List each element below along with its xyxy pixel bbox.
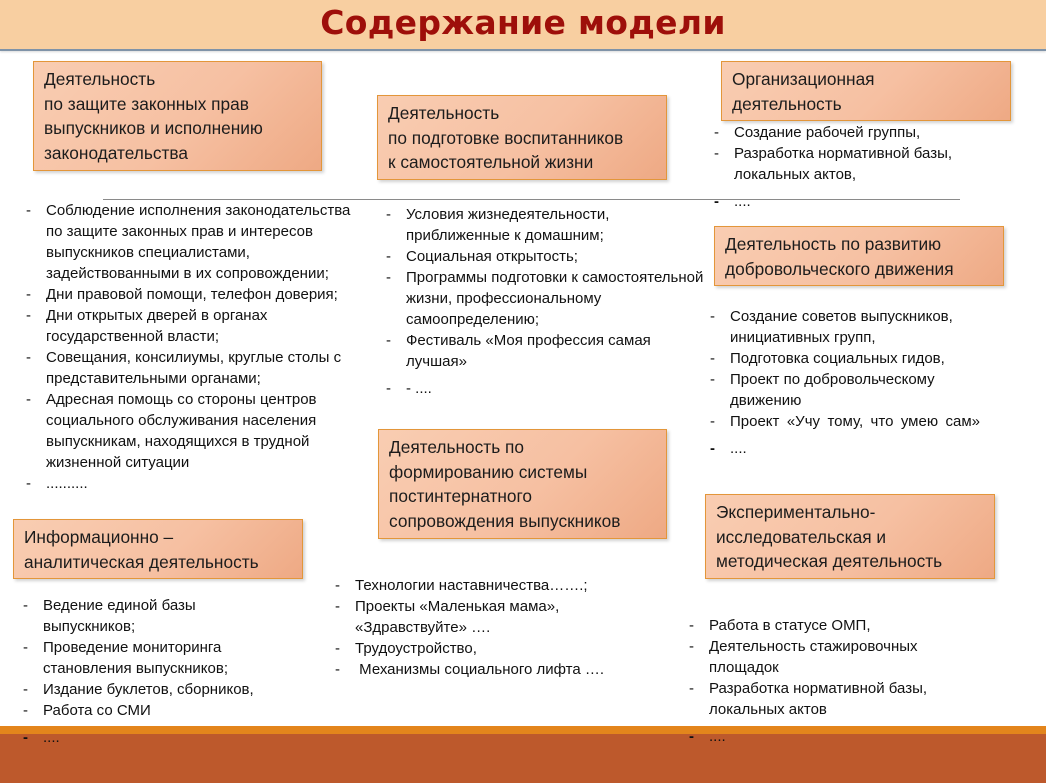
list-item: - Подготовка социальных гидов, (710, 348, 980, 369)
section-preparation-list (386, 204, 721, 399)
section-organizational-list (714, 122, 1004, 212)
section-experimental-list (689, 615, 989, 747)
list-item: - - .... (386, 378, 721, 399)
list-item: - Дни правовой помощи, телефон доверия; (26, 284, 366, 305)
list-item: - Дни открытых дверей в органах государственной власти; (26, 305, 366, 347)
list-item: - Создание советов выпускников, инициативных групп, (710, 306, 975, 348)
list-item: - .... (714, 191, 1004, 212)
heading-line: исследовательская и (716, 526, 887, 547)
heading-line: к самостоятельной жизни (388, 152, 594, 173)
section-volunteer-list (710, 306, 980, 459)
list-item: - Издание буклетов, сборников, (23, 679, 303, 700)
list-item: - Разработка нормативной базы, локальных актов, (714, 143, 974, 185)
list-item: - .... (710, 438, 980, 459)
heading-line: Деятельность (44, 69, 156, 89)
section-legal-heading (33, 61, 322, 171)
list-item: - Разработка нормативной базы, локальных актов (689, 678, 959, 720)
list-item: - Работа со СМИ (23, 700, 303, 721)
list-item: - Адресная помощь со стороны центров социального обслуживания населения выпускникам, находящихся в трудной жизненной ситуации (26, 389, 366, 473)
heading-line: Информационно – (24, 527, 174, 547)
heading-line: Деятельность по (389, 437, 525, 457)
list-item: - Создание рабочей группы, (714, 122, 1004, 143)
heading-line: формированию системы (389, 461, 588, 482)
section-legal-list (26, 200, 366, 494)
list-item: - Проекты «Маленькая мама», «Здравствуйте» …. (335, 596, 575, 638)
list-item: - .... (689, 726, 989, 747)
list-item: - Соблюдение исполнения законодательства по защите законных прав и интересов выпускников специалистами, задействованными в их сопровождении; (26, 200, 366, 284)
heading-line: по защите законных прав (44, 93, 249, 114)
heading-line: законодательства (44, 142, 188, 163)
heading-line: аналитическая деятельность (24, 551, 259, 572)
list-item: - Работа в статусе ОМП, (689, 615, 989, 636)
title-banner (0, 0, 1046, 51)
list-item: - Технологии наставничества…….; (335, 575, 635, 596)
heading-line: по подготовке воспитанников (388, 127, 624, 148)
list-item: - Социальная открытость; (386, 246, 721, 267)
list-item: - Проект «Учу тому, что умею сам» (710, 411, 980, 432)
section-experimental-heading (705, 494, 995, 579)
section-preparation-heading (377, 95, 667, 180)
section-info-heading (13, 519, 303, 579)
list-item: - Условия жизнедеятельности, приближенные к домашним; (386, 204, 646, 246)
list-item: - Совещания, консилиумы, круглые столы с представительными органами; (26, 347, 366, 389)
heading-line: методическая деятельность (716, 551, 943, 572)
list-item: - Проведение мониторинга становления выпускников; (23, 637, 273, 679)
section-info-list (23, 595, 303, 748)
heading-line: Организационная (732, 69, 875, 89)
list-item: - Фестиваль «Моя профессия самая лучшая» (386, 330, 671, 372)
section-postboarding-heading (378, 429, 667, 539)
heading-line: выпускников и исполнению (44, 118, 263, 139)
page-title: Содержание модели (320, 3, 726, 42)
list-item: - Механизмы социального лифта …. (335, 659, 635, 680)
section-organizational-heading (721, 61, 1011, 121)
list-item: - Деятельность стажировочных площадок (689, 636, 959, 678)
heading-line: Деятельность (388, 103, 500, 123)
list-item: - .... (23, 727, 303, 748)
heading-line: сопровождения выпускников (389, 510, 621, 531)
section-postboarding-list (335, 575, 635, 680)
list-item: - Трудоустройство, (335, 638, 635, 659)
heading-line: Экспериментально- (716, 502, 876, 522)
list-item: - Программы подготовки к самостоятельной жизни, профессиональному самоопределению; (386, 267, 706, 330)
list-item: - Ведение единой базы выпускников; (23, 595, 228, 637)
heading-line: постинтернатного (389, 486, 533, 507)
list-item: - Проект по добровольческому движению (710, 369, 960, 411)
heading-line: добровольческого движения (725, 258, 954, 279)
heading-line: деятельность (732, 93, 842, 114)
heading-line: Деятельность по развитию (725, 234, 942, 254)
section-volunteer-heading (714, 226, 1004, 286)
list-item: - .......... (26, 473, 366, 494)
